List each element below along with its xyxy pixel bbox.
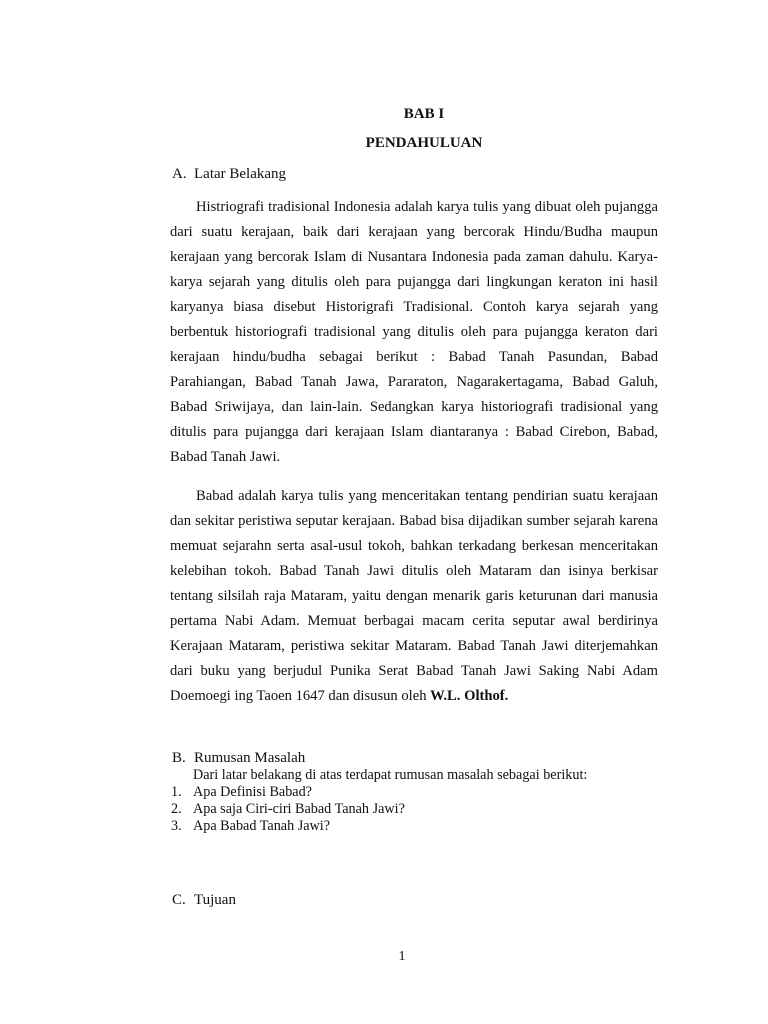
- list-item-number: 2.: [171, 801, 182, 817]
- list-item: [171, 784, 587, 801]
- section-b-heading: [172, 750, 305, 767]
- section-c-heading: [172, 892, 236, 909]
- section-a-letter: A.: [172, 166, 187, 182]
- list-item-number: 3.: [171, 818, 182, 834]
- list-item-text: Apa Definisi Babad?: [193, 784, 312, 800]
- paragraph-background-1: Histriografi tradisional Indonesia adalah karya tulis yang dibuat oleh pujangga dari suatu kerajaan, baik dari kerajaan yang bercorak Hindu/Budha maupun kerajaan yang bercorak Islam di Nusantara Indonesia pada zaman dahulu. Karya-karya sejarah yang ditulis oleh para pujangga dari lingkungan keraton ini hasil karyanya biasa disebut Historigrafi Tradisional. Contoh karya sejarah yang berbentuk historiografi tradisional yang ditulis oleh para pujangga keraton dari kerajaan hindu/budha sebagai berikut : Babad Tanah Pasundan, Babad Parahiangan, Babad Tanah Jawa, Pararaton, Nagarakertagama, Babad Galuh, Babad Sriwijaya, dan lain-lain. Sedangkan karya historiografi tradisional yang ditulis para pujangga dari kerajaan Islam diantaranya : Babad Cirebon, Babad, Babad Tanah Jawi.: [170, 199, 658, 465]
- paragraph-background-2-text: Babad adalah karya tulis yang menceritakan tentang pendirian suatu kerajaan dan sekitar peristiwa seputar kerajaan. Babad bisa dijadikan sumber sejarah karena memuat sejarahn serta asal-usul tokoh, bahkan terkadang berkesan menceritakan kelebihan tokoh. Babad Tanah Jawi ditulis oleh Mataram dan isinya berkisar tentang silsilah raja Mataram, yaitu dengan menarik garis keturunan dari manusia pertama Nabi Adam. Memuat berbagai macam cerita seputar awal berdirinya Kerajaan Mataram, peristiwa sekitar Mataram. Babad Tanah Jawi diterjemahkan dari buku yang berjudul Punika Serat Babad Tanah Jawi Saking Nabi Adam Doemoegi ing Taoen 1647 dan disusun oleh: [170, 488, 658, 704]
- paragraph-background-2: [170, 484, 658, 709]
- section-a-heading: [172, 166, 286, 183]
- list-item: [171, 818, 587, 835]
- section-c-title: Tujuan: [194, 892, 236, 908]
- list-item-number: 1.: [171, 784, 182, 800]
- author-name: W.L. Olthof.: [430, 688, 509, 704]
- problem-list: [171, 784, 587, 835]
- section-c-letter: C.: [172, 892, 186, 908]
- page-number: 1: [398, 949, 406, 964]
- list-item-text: Apa Babad Tanah Jawi?: [193, 818, 331, 834]
- list-item-text: Apa saja Ciri-ciri Babad Tanah Jawi?: [193, 801, 405, 817]
- section-a-title: Latar Belakang: [194, 166, 287, 182]
- section-b-title: Rumusan Masalah: [194, 750, 306, 766]
- section-b-letter: B.: [172, 750, 186, 766]
- chapter-title: PENDAHULUAN: [365, 135, 483, 151]
- chapter-number: BAB I: [403, 106, 445, 122]
- problem-intro: Dari latar belakang di atas terdapat rumusan masalah sebagai berikut:: [193, 767, 588, 783]
- problem-formulation: [171, 767, 588, 835]
- list-item: [171, 801, 587, 818]
